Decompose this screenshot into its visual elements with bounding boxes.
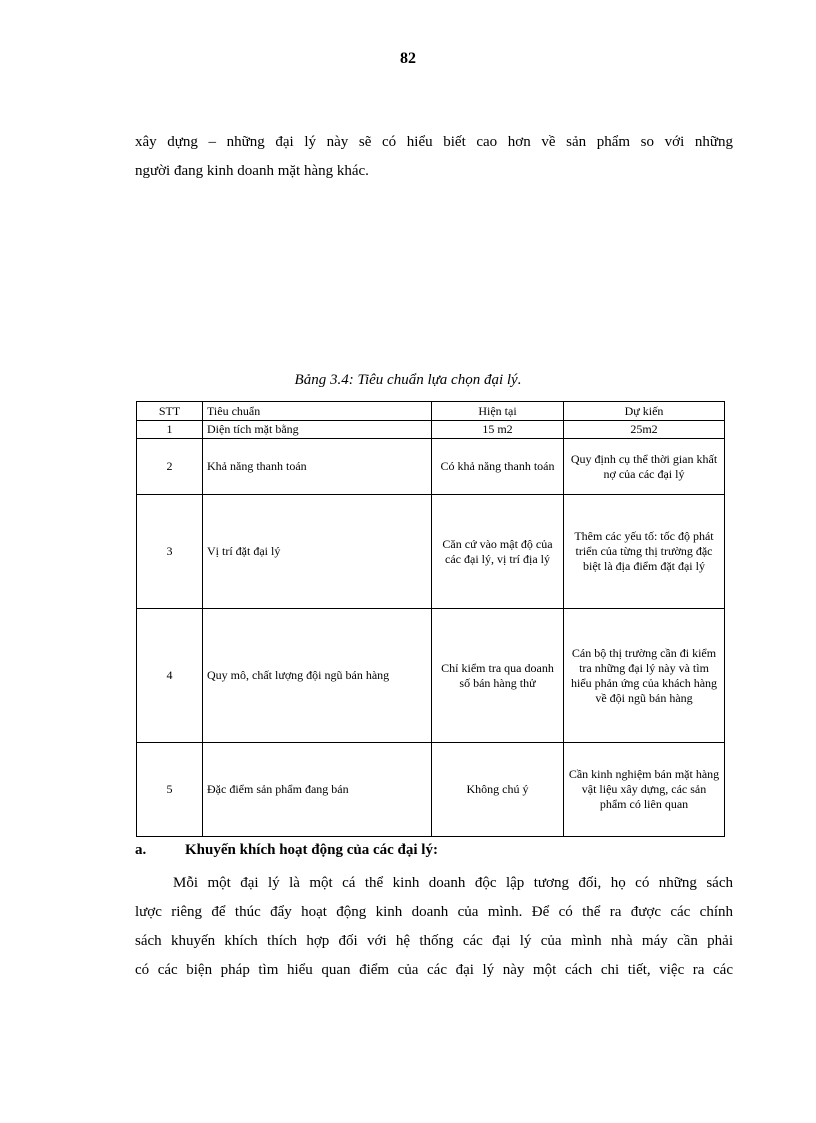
- table-row: [137, 439, 725, 495]
- row-expected: Quy định cụ thể thời gian khất nợ của các đại lý: [564, 439, 725, 495]
- table-caption: Bảng 3.4: Tiêu chuẩn lựa chọn đại lý.: [294, 372, 522, 388]
- row-expected: 25m2: [564, 421, 725, 439]
- row-current: 15 m2: [432, 421, 564, 439]
- row-stt: 3: [137, 495, 203, 609]
- body-line-3: sách khuyến khích thích hợp đối với hệ thống các đại lý của mình nhà máy cần phải: [135, 933, 733, 949]
- header-criterion: Tiêu chuẩn: [203, 402, 432, 421]
- row-stt: 4: [137, 609, 203, 743]
- section-heading: [135, 842, 438, 859]
- intro-line-2: người đang kinh doanh mặt hàng khác.: [135, 163, 369, 179]
- row-current: Có khả năng thanh toán: [432, 439, 564, 495]
- row-current: Không chú ý: [432, 743, 564, 837]
- row-criterion: Vị trí đặt đại lý: [203, 495, 432, 609]
- table-header-row: [137, 402, 725, 421]
- body-line-2: lược riêng để thúc đẩy hoạt động kinh doanh của mình. Để có thể ra được các chính: [135, 904, 733, 920]
- header-current: Hiện tại: [432, 402, 564, 421]
- row-current: Căn cứ vào mật độ của các đại lý, vị trí địa lý: [432, 495, 564, 609]
- criteria-table: [136, 401, 725, 837]
- row-criterion: Quy mô, chất lượng đội ngũ bán hàng: [203, 609, 432, 743]
- section-marker: a.: [135, 842, 147, 858]
- table-row: [137, 495, 725, 609]
- row-stt: 2: [137, 439, 203, 495]
- intro-line-1: xây dựng – những đại lý này sẽ có hiểu biết cao hơn về sản phẩm so với những: [135, 134, 733, 150]
- row-current: Chỉ kiểm tra qua doanh số bán hàng thử: [432, 609, 564, 743]
- row-criterion: Diện tích mặt bằng: [203, 421, 432, 439]
- body-line-4: có các biện pháp tìm hiểu quan điểm của các đại lý này một cách chi tiết, việc ra các: [135, 962, 733, 978]
- table-row: [137, 609, 725, 743]
- table-row: [137, 743, 725, 837]
- row-criterion: Đặc điểm sản phẩm đang bán: [203, 743, 432, 837]
- row-expected: Thêm các yếu tố: tốc độ phát triển của từng thị trường đặc biệt là địa điểm đặt đại lý: [564, 495, 725, 609]
- row-expected: Cần kinh nghiệm bán mặt hàng vật liệu xây dựng, các sản phẩm có liên quan: [564, 743, 725, 837]
- table-row: [137, 421, 725, 439]
- body-line-1: Mỗi một đại lý là một cá thể kinh doanh độc lập tương đối, họ có những sách: [173, 875, 733, 891]
- row-criterion: Khả năng thanh toán: [203, 439, 432, 495]
- row-stt: 1: [137, 421, 203, 439]
- header-expected: Dự kiến: [564, 402, 725, 421]
- page-number: 82: [400, 50, 416, 67]
- header-stt: STT: [137, 402, 203, 421]
- row-expected: Cán bộ thị trường cần đi kiểm tra những đại lý này và tìm hiểu phản ứng của khách hàng về đội ngũ bán hàng: [564, 609, 725, 743]
- section-title: Khuyến khích hoạt động của các đại lý:: [185, 842, 438, 858]
- row-stt: 5: [137, 743, 203, 837]
